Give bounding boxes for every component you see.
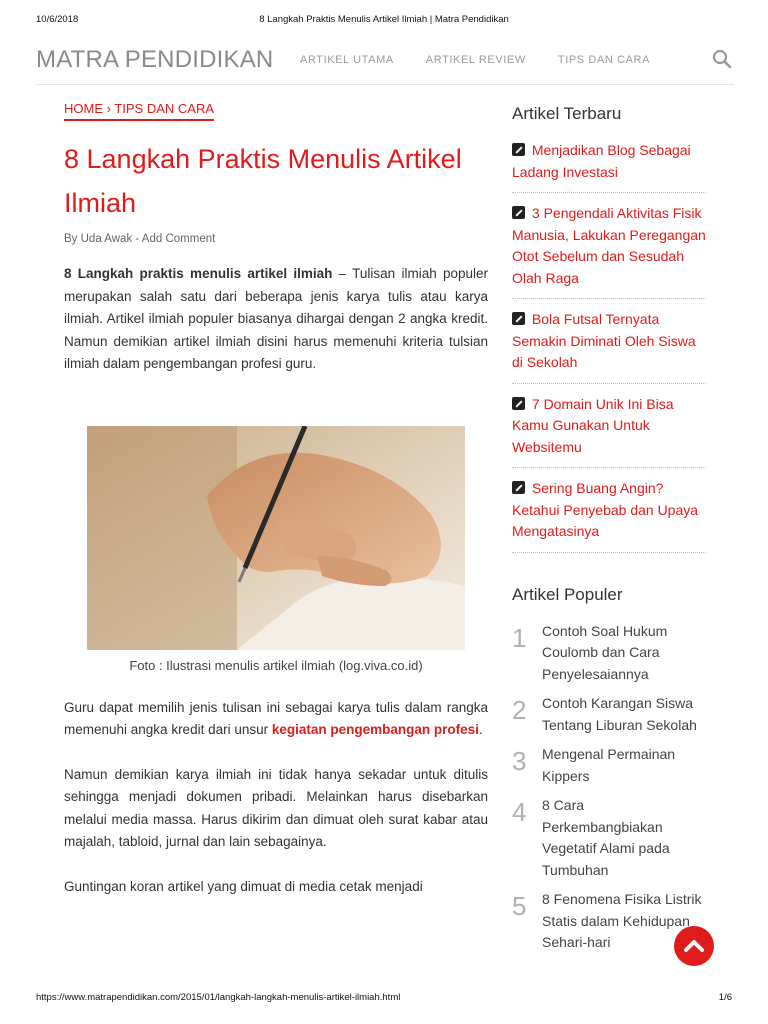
article-meta bbox=[64, 233, 488, 245]
latest-article-item bbox=[512, 203, 706, 299]
popular-article-item[interactable] bbox=[512, 795, 706, 881]
popular-article-title[interactable]: Contoh Soal Hukum Coulomb dan Cara Penyelesaiannya bbox=[542, 622, 668, 682]
popular-articles-heading: Artikel Populer bbox=[512, 584, 623, 604]
edit-icon bbox=[512, 206, 525, 219]
popular-rank: 4 bbox=[512, 797, 527, 827]
latest-article-title: Sering Buang Angin? Ketahui Penyebab dan Upaya Mengatasinya bbox=[512, 480, 699, 539]
latest-article-title: Bola Futsal Ternyata Semakin Diminati Oleh Siswa di Sekolah bbox=[512, 311, 696, 370]
intro-keyword: 8 Langkah praktis menulis artikel ilmiah bbox=[64, 266, 333, 281]
add-comment-link[interactable]: Add Comment bbox=[141, 233, 216, 245]
latest-article-title: 3 Pengendali Aktivitas Fisik Manusia, Lakukan Peregangan Otot Sebelum dan Sesudah Olah Raga bbox=[512, 205, 706, 286]
main-menu bbox=[300, 54, 682, 66]
popular-rank: 3 bbox=[512, 746, 527, 776]
latest-articles-heading: Artikel Terbaru bbox=[512, 104, 622, 123]
popular-article-item[interactable] bbox=[512, 744, 706, 787]
popular-article-title[interactable]: 8 Cara Perkembangbiakan Vegetatif Alami pada Tumbuhan bbox=[542, 797, 670, 878]
latest-article-item bbox=[512, 394, 706, 469]
paragraph-intro bbox=[64, 263, 488, 376]
article-image bbox=[87, 426, 465, 650]
edit-icon bbox=[512, 143, 525, 156]
popular-article-title[interactable]: Mengenal Permainan Kippers bbox=[542, 746, 676, 784]
print-footer bbox=[0, 992, 768, 1006]
latest-article-item bbox=[512, 140, 706, 193]
latest-article-link[interactable] bbox=[512, 480, 698, 539]
latest-article-link[interactable] bbox=[512, 142, 691, 180]
popular-article-title[interactable]: 8 Fenomena Fisika Listrik Statis dalam Kehidupan Sehari-hari bbox=[542, 891, 702, 950]
paragraph-3: Namun demikian karya ilmiah ini tidak hanya sekadar untuk ditulis sehingga menjadi dokumen pribadi. Melainkan harus disebarkan melalui media massa. Harus dikirim dan dimuat oleh surat kabar atau majalah, tabloid, jurnal dan lain sebagainya. bbox=[64, 766, 488, 849]
popular-article-item[interactable] bbox=[512, 693, 706, 736]
latest-article-title: 7 Domain Unik Ini Bisa Kamu Gunakan Untuk Websitemu bbox=[512, 395, 674, 455]
latest-article-link[interactable] bbox=[512, 205, 706, 286]
latest-article-link[interactable] bbox=[512, 396, 674, 455]
print-header bbox=[0, 14, 768, 28]
p2-end: . bbox=[478, 722, 483, 737]
breadcrumb bbox=[64, 101, 214, 121]
breadcrumb-home[interactable]: HOME bbox=[64, 101, 103, 116]
kegiatan-pengembangan-profesi-link[interactable]: kegiatan pengembangan profesi bbox=[271, 722, 479, 737]
popular-article-item[interactable] bbox=[512, 621, 706, 686]
author-link[interactable]: Uda Awak bbox=[80, 233, 133, 245]
popular-article-title[interactable]: Contoh Karangan Siswa Tentang Liburan Sekolah bbox=[542, 695, 697, 733]
article bbox=[64, 100, 488, 898]
popular-rank: 1 bbox=[512, 622, 527, 653]
edit-icon bbox=[512, 481, 525, 494]
latest-article-link[interactable] bbox=[512, 311, 696, 370]
sidebar bbox=[512, 100, 706, 962]
latest-article-title: Menjadikan Blog Sebagai Ladang Investasi bbox=[512, 142, 691, 180]
print-page: 1/6 bbox=[718, 992, 732, 1003]
menu-artikel-utama[interactable]: ARTIKEL UTAMA bbox=[300, 54, 394, 66]
search-icon[interactable] bbox=[712, 49, 732, 69]
print-date: 10/6/2018 bbox=[36, 14, 79, 25]
site-logo[interactable]: MATRA PENDIDIKAN bbox=[36, 46, 274, 73]
intro-text: – Tulisan ilmiah populer merupakan salah satu dari beberapa jenis karya tulis atau karya ilmiah. Artikel ilmiah populer biasanya dihargai dengan 2 angka kredit. Namun demikian artikel ilmiah disini harus memenuhi kriteria tulsian ilmiah dalam pengembangan profesi guru. bbox=[64, 266, 488, 371]
latest-article-item bbox=[512, 309, 706, 384]
latest-article-item bbox=[512, 478, 706, 553]
popular-articles-list bbox=[512, 621, 706, 954]
print-title: 8 Langkah Praktis Menulis Artikel Ilmiah | Matra Pendidikan bbox=[259, 14, 509, 25]
article-title: 8 Langkah Praktis Menulis Artikel Ilmiah bbox=[64, 144, 462, 218]
popular-rank: 5 bbox=[512, 891, 527, 921]
menu-artikel-review[interactable]: ARTIKEL REVIEW bbox=[425, 54, 526, 66]
paragraph-4: Guntingan koran artikel yang dimuat di media cetak menjadi bbox=[64, 878, 423, 894]
breadcrumb-section[interactable]: TIPS DAN CARA bbox=[114, 101, 215, 116]
popular-rank: 2 bbox=[512, 695, 527, 725]
latest-articles-list bbox=[512, 140, 706, 553]
edit-icon bbox=[512, 397, 525, 410]
chevron-up-icon bbox=[674, 926, 714, 966]
site-header bbox=[36, 40, 734, 85]
breadcrumb-separator: › bbox=[103, 101, 115, 116]
hand-writing-illustration bbox=[87, 426, 465, 650]
p2-text: Guru dapat memilih jenis tulisan ini sebagai karya tulis dalam rangka memenuhi angka kredit dari unsur bbox=[64, 699, 488, 737]
print-url: https://www.matrapendidikan.com/2015/01/langkah-langkah-menulis-artikel-ilmiah.html bbox=[36, 992, 401, 1003]
meta-by: By bbox=[64, 233, 78, 245]
menu-tips-dan-cara[interactable]: TIPS DAN CARA bbox=[557, 54, 651, 66]
paragraph-2 bbox=[64, 697, 488, 742]
image-caption: Foto : Ilustrasi menulis artikel ilmiah (log.viva.co.id) bbox=[129, 657, 423, 673]
meta-separator: - bbox=[132, 233, 142, 245]
back-to-top-button[interactable] bbox=[674, 926, 714, 966]
edit-icon bbox=[512, 312, 525, 325]
